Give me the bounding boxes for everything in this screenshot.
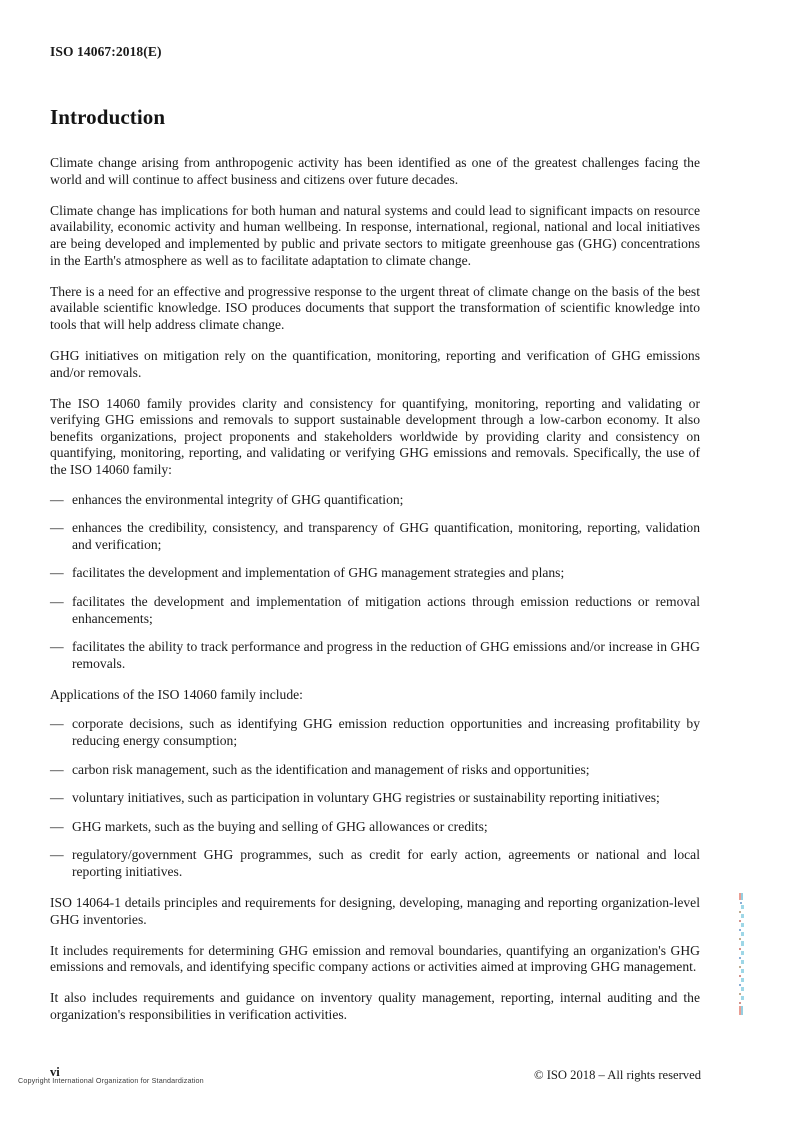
em-dash-bullet-icon: — xyxy=(50,847,64,863)
list-item xyxy=(50,790,700,807)
paragraph-6-list-lead-in: Applications of the ISO 14060 family include: xyxy=(50,686,303,702)
list-item xyxy=(50,819,700,836)
list-item-label: enhances the credibility, consistency, and transparency of GHG quantification, monitoring, reporting, validation and verification; xyxy=(72,520,700,552)
page-footer xyxy=(0,1065,793,1089)
list-item xyxy=(50,847,700,880)
paragraph-9: It also includes requirements and guidance on inventory quality management, reporting, internal auditing and the organization's responsibilities in verification activities. xyxy=(50,990,700,1023)
list-iso-14060-uses xyxy=(50,492,700,673)
paragraph-1: Climate change arising from anthropogenic activity has been identified as one of the greatest challenges facing the world and will continue to affect business and citizens over future decades. xyxy=(50,155,700,187)
em-dash-bullet-icon: — xyxy=(50,716,64,732)
list-iso-14060-applications xyxy=(50,716,700,880)
em-dash-bullet-icon: — xyxy=(50,639,64,655)
list-item xyxy=(50,762,700,779)
side-barcode-watermark-icon xyxy=(737,893,746,1017)
list-item xyxy=(50,565,700,582)
paragraph-2: Climate change has implications for both human and natural systems and could lead to significant impacts on resource availability, economic activity and human wellbeing. In response, international, regional, national and local initiatives are being developed and implemented by public and private sectors to mitigate greenhouse gas (GHG) concentrations in the Earth's atmosphere as well as to facilitate adaptation to climate change. xyxy=(50,202,700,268)
em-dash-bullet-icon: — xyxy=(50,491,64,507)
paragraph-4: GHG initiatives on mitigation rely on the quantification, monitoring, reporting and verification of GHG emissions and/or removals. xyxy=(50,347,700,380)
list-iso-14060-applications-block xyxy=(50,716,700,880)
list-item-label: enhances the environmental integrity of GHG quantification; xyxy=(72,491,404,507)
list-iso-14060-uses-block xyxy=(50,492,700,673)
em-dash-bullet-icon: — xyxy=(50,593,64,609)
list-item xyxy=(50,492,700,509)
list-item-label: facilitates the development and implementation of GHG management strategies and plans; xyxy=(72,565,565,581)
list-item xyxy=(50,716,700,749)
list-item-label: GHG markets, such as the buying and selling of GHG allowances or credits; xyxy=(72,818,488,834)
page-number: vi xyxy=(50,1065,60,1079)
list-item xyxy=(50,520,700,553)
copyright-notice: © ISO 2018 – All rights reserved xyxy=(534,1068,701,1082)
list-item xyxy=(50,639,700,672)
page-title: Introduction xyxy=(50,105,166,129)
em-dash-bullet-icon: — xyxy=(50,790,64,806)
list-item-label: carbon risk management, such as the identification and management of risks and opportunities; xyxy=(72,761,590,777)
list-item-label: facilitates the development and implementation of mitigation actions through emission reductions or removal enhancements; xyxy=(72,593,700,626)
list-item-label: corporate decisions, such as identifying GHG emission reduction opportunities and increasing profitability by reducing energy consumption; xyxy=(72,716,700,749)
document-standard-reference: ISO 14067:2018(E) xyxy=(50,44,162,59)
paragraph-3: There is a need for an effective and progressive response to the urgent threat of climate change on the basis of the best available scientific knowledge. ISO produces documents that support the transformation of scientific knowledge into tools that will help address climate change. xyxy=(50,283,700,332)
document-body xyxy=(50,106,700,1038)
paragraph-5-list-lead-in: The ISO 14060 family provides clarity and consistency for quantifying, monitoring, reporting and validating or verifying GHG emissions and removals to support sustainable development through a low-carbon economy. It also benefits organizations, project proponents and stakeholders worldwide by providing clarity and consistency on quantifying, monitoring, reporting, and validating or verifying GHG emissions and removals. Specifically, the use of the ISO 14060 family: xyxy=(50,395,700,477)
list-item xyxy=(50,594,700,627)
em-dash-bullet-icon: — xyxy=(50,761,64,777)
paragraph-8: It includes requirements for determining GHG emission and removal boundaries, quantifying an organization's GHG emissions and removals, and identifying specific company actions or activities aimed at improving GHG management. xyxy=(50,942,700,975)
list-item-label: facilitates the ability to track performance and progress in the reduction of GHG emissions and/or increase in GHG removals. xyxy=(72,639,700,671)
paragraph-7: ISO 14064-1 details principles and requirements for designing, developing, managing and reporting organization-level GHG inventories. xyxy=(50,895,700,927)
list-item-label: regulatory/government GHG programmes, such as credit for early action, agreements or national and local reporting initiatives. xyxy=(72,847,700,879)
em-dash-bullet-icon: — xyxy=(50,565,64,581)
em-dash-bullet-icon: — xyxy=(50,520,64,536)
copyright-watermark-text: Copyright International Organization for Standardization xyxy=(18,1076,204,1085)
list-item-label: voluntary initiatives, such as participation in voluntary GHG registries or sustainability reporting initiatives; xyxy=(72,790,660,806)
em-dash-bullet-icon: — xyxy=(50,818,64,834)
